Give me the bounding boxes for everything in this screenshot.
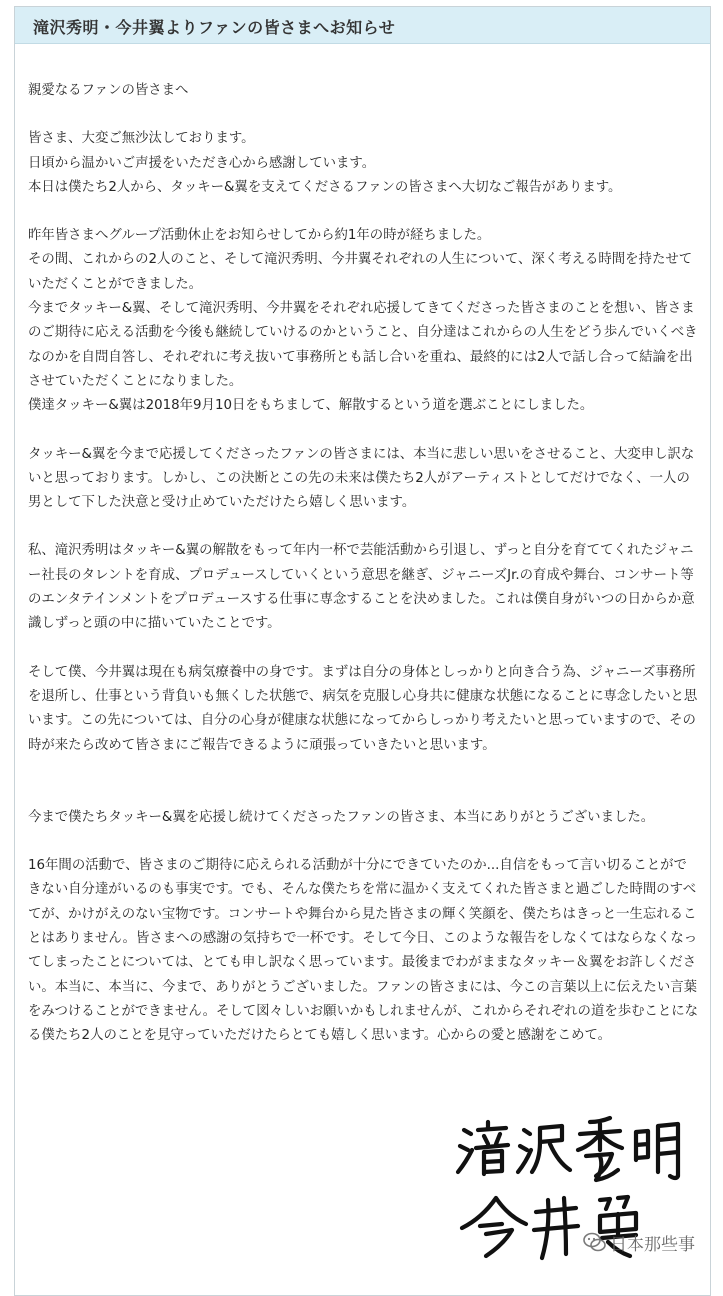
paragraph-1-line-3: 本日は僕たち2人から、タッキー&翼を支えてくださるファンの皆さまへ大切なご報告があります。 — [28, 179, 622, 195]
watermark-text: 日本那些事 — [610, 1235, 695, 1255]
paragraph-2-line-2: その間、これからの2人のこと、そして滝沢秀明、今井翼それぞれの人生について、深く考える時間を持たせていただくことができました。 — [28, 252, 693, 292]
page-title: 滝沢秀明・今井翼よりファンの皆さまへお知らせ — [33, 18, 396, 37]
panel-header — [15, 7, 710, 44]
letter-body — [28, 79, 700, 1049]
paragraph-3: タッキー&翼を今まで応援してくださったファンの皆さまには、本当に悲しい思いをさせること、大変申し訳ないと思っております。しかし、この決断とこの先の未来は僕たち2人がアーティストとしてだけでなく、一人の男として下した決意と受け止めていただけたら嬉しく思います。 — [28, 446, 695, 511]
paragraph-2-line-4: 僕達タッキー&翼は2018年9月10日をもちまして、解散するという道を選ぶことにしました。 — [28, 398, 594, 414]
paragraph-2-line-1: 昨年皆さまへグループ活動休止をお知らせしてから約1年の時が経ちました。 — [28, 228, 491, 244]
greeting: 親愛なるファンの皆さまへ — [28, 83, 189, 98]
paragraph-1-line-1: 皆さま、大変ご無沙汰しております。 — [28, 131, 255, 147]
paragraph-6: 今まで僕たちタッキー&翼を応援し続けてくださったファンの皆さま、本当にありがとうございました。 — [28, 809, 655, 825]
paragraph-2-line-3: 今までタッキー&翼、そして滝沢秀明、今井翼をそれぞれ応援してきてくださった皆さまのことを想い、皆さまのご期待に応える活動を今後も継続していけるのかということ、自分達はこれからの人生をどう歩んでいくべきなのかを自問自答し、それぞれに考え抜いて事務所とも話し合いを重ね、最終的には2人で話し合って結論を出させていただくことになりました。 — [28, 301, 698, 389]
paragraph-5: そして僕、今井翼は現在も病気療養中の身です。まずは自分の身体としっかりと向き合う為、ジャニーズ事務所を退所し、仕事という背負いも無くした状態で、病気を克服し心身共に健康な状態になることに専念したいと思います。この先については、自分の心身が健康な状態になってからしっかり考えたいと思っていますので、その時が来たら改めて皆さまにご報告できるように頑張っていきたいと思います。 — [28, 664, 698, 753]
wechat-bubble-icon — [582, 1230, 608, 1256]
paragraph-1-line-2: 日頃から温かいご声援をいただき心から感謝しています。 — [28, 155, 376, 171]
paragraph-7: 16年間の活動で、皆さまのご期待に応えられる活動が十分にできていたのか...自信をもって言い切ることができない自分達がいるのも事実です。でも、そんな僕たちを常に温かく支えてくれた皆さまと過ごした時間のすべてが、かけがえのない宝物です。コンサートや舞台から見た皆さまの輝く笑顔を、僕たちはきっと一生忘れることはありません。皆さまへの感謝の気持ちで一杯です。そして今日、このような報告をしなくてはならなくなってしまったことについては、とても申し訳なく思っています。最後までわがままなタッキー＆翼をお許しください。本当に、本当に、今まで、ありがとうございました。ファンの皆さまには、今この言葉以上に伝えたい言葉をみつけることができません。そして図々しいお願いかもしれませんが、これからそれぞれの道を歩むことになる僕たち2人のことを見守っていただけたらとても嬉しく思います。心からの愛と感謝をこめて。 — [28, 858, 699, 1044]
watermark — [582, 1226, 712, 1256]
paragraph-4: 私、滝沢秀明はタッキー&翼の解散をもって年内一杯で芸能活動から引退し、ずっと自分を育ててくれたジャニー社長のタレントを育成、プロデュースしていくという意思を継ぎ、ジャニーズJr.の育成や舞台、コンサート等のエンタテインメントをプロデュースする仕事に専念することを決めました。これは僕自身がいつの日からか意識しずっと頭の中に描いていたことです。 — [28, 543, 695, 632]
